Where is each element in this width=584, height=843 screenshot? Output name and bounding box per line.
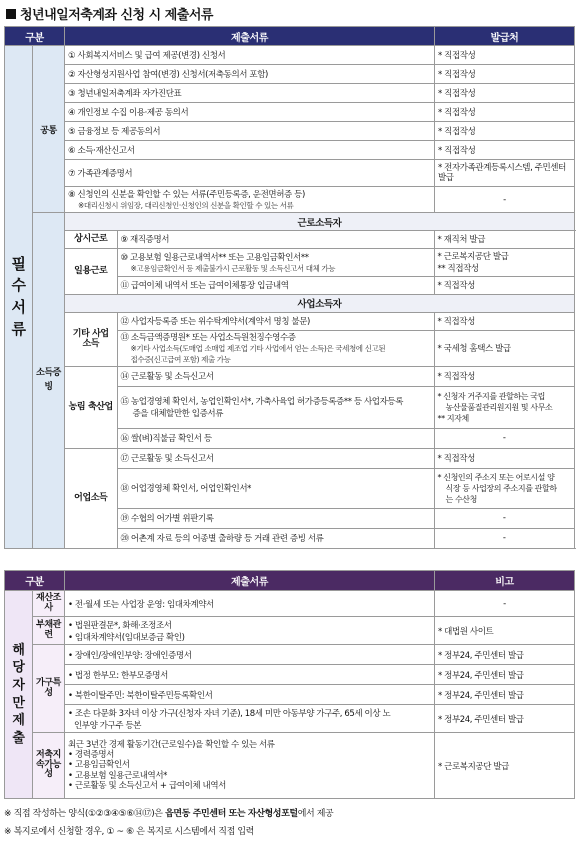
issuer-cell: * 전자가족관계등록시스템, 주민센터 발급 [435, 160, 575, 187]
issuer-cell: - [434, 508, 574, 528]
footnote-1: ※ 직접 작성하는 양식(①②③④⑤⑥⑭⑰)은 읍면동 주민센터 또는 자산형성포털에서 제공 [4, 809, 334, 819]
doc-row: ⑩ 고용보험 일용근로내역서** 또는 고용임금확인서** ※고용임금확인서 등 제출불가시 근로활동 및 소득신고서 대체 가능 [117, 248, 434, 276]
note-cell: * 근로복지공단 발급 [435, 733, 575, 799]
doc-row: • 북한이탈주민: 북한이탈주민등록확인서 [65, 685, 435, 705]
header-docs: 제출서류 [65, 571, 435, 591]
footnote-2: ※ 복지로에서 신청할 경우, ① ~ ⑥ 은 복지로 시스템에서 직접 입력 [4, 827, 254, 837]
issuer-cell: * 직접작성 [435, 46, 575, 65]
note-cell: * 정부24, 주민센터 발급 [435, 705, 575, 733]
doc-row: ⑫ 사업자등록증 또는 위수탁계약서(계약서 명칭 불문) [117, 312, 434, 330]
doc-row: • 장애인/장애인부양: 장애인증명서 [65, 645, 435, 665]
issuer-cell: * 재직처 발급 [434, 231, 574, 248]
doc-row: ⑪ 급여이체 내역서 또는 급여이체통장 입금내역 [117, 276, 434, 294]
required-docs-table [4, 26, 575, 549]
doc-row: ⑳ 어촌계 자료 등의 어종별 출하량 등 거래 관련 증빙 서류 [117, 528, 434, 548]
header-issuer: 발급처 [435, 27, 575, 46]
doc-row: • 법정 한부모: 한부모증명서 [65, 665, 435, 685]
doc-row: ⑭ 근로활동 및 소득신고서 [117, 366, 434, 386]
doc-row: ⑬ 소득금액증명원* 또는 사업소득원천징수영수증 ※기타 사업소득(도매업 소매업 제조업 기타 사업에서 얻는 소득)은 국세청에 신고된 접수증(신고급여 포함) 제출 가능 [117, 330, 434, 366]
issuer-cell: * 직접작성 [434, 448, 574, 468]
doc-row: • 전·월세 또는 사업장 운영: 임대차계약서 [65, 591, 435, 617]
issuer-cell: * 직접작성 [434, 276, 574, 294]
issuer-cell: * 직접작성 [435, 141, 575, 160]
issuer-cell: * 국세청 홈택스 발급 [434, 330, 574, 366]
header-note: 비고 [435, 571, 575, 591]
optional-docs-table [4, 570, 575, 799]
doc-row: • 조손 다문화 3자녀 이상 가구(신청자 자녀 기준), 18세 미만 아동부양 가구주, 65세 이상 노 인부양 가구주 등본 [65, 705, 435, 733]
doc-row: ⑨ 재직증명서 [117, 231, 434, 248]
issuer-cell: * 직접작성 [435, 103, 575, 122]
cat-debt: 부채관련 [33, 617, 65, 645]
doc-row: ② 자산형성지원사업 참여(변경) 신청서(저축동의서 포함) [65, 65, 435, 84]
issuer-cell: * 직접작성 [435, 122, 575, 141]
issuer-cell: * 직접작성 [434, 366, 574, 386]
note-cell: * 정부24, 주민센터 발급 [435, 645, 575, 665]
cat-income: 소득증빙 [33, 213, 65, 549]
cat-other-biz: 기타 사업 소득 [65, 312, 117, 366]
doc-row: ④ 개인정보 수집 이용·제공 동의서 [65, 103, 435, 122]
cat-farm: 농림 축산업 [65, 366, 117, 448]
note-cell: - [435, 591, 575, 617]
header-docs: 제출서류 [65, 27, 435, 46]
cat-common: 공통 [33, 46, 65, 213]
header-gubun: 구분 [5, 571, 65, 591]
doc-row: ⑮ 농업경영체 확인서, 농업인확인서*, 가축사육업 허가증등록증** 등 사업자등록 증을 대체할만한 입증서류 [117, 386, 434, 428]
section-optional: 해당자만 제출 [5, 591, 33, 799]
cat-household: 가구특성 [33, 645, 65, 733]
cat-daily: 일용근로 [65, 248, 117, 294]
doc-row: • 법원판결문*, 화해·조정조서 • 임대차계약서(임대보증금 확인) [65, 617, 435, 645]
doc-row: ⑲ 수협의 어가별 위판기록 [117, 508, 434, 528]
issuer-cell: * 신청인의 주소지 또는 어로시설 양 식장 등 사업장의 주소지를 관할하 는 수산청 [434, 468, 574, 508]
note-cell: * 정부24, 주민센터 발급 [435, 685, 575, 705]
cat-savings: 저축지속가능성 [33, 733, 65, 799]
doc-row: ⑯ 쌀(벼)직불금 확인서 등 [117, 428, 434, 448]
cat-regular: 상시근로 [65, 231, 117, 248]
doc-row: ⑥ 소득·재산신고서 [65, 141, 435, 160]
square-bullet-icon [6, 9, 16, 19]
biz-header: 사업소득자 [65, 294, 574, 312]
header-gubun: 구분 [5, 27, 65, 46]
issuer-cell: - [435, 187, 575, 213]
issuer-cell: * 직접작성 [434, 312, 574, 330]
issuer-cell: * 직접작성 [435, 65, 575, 84]
doc-row: ⑱ 어업경영체 확인서, 어업인확인서* [117, 468, 434, 508]
doc-row: 최근 3년간 경제 활동기간(근로일수)을 확인할 수 있는 서류 • 경력증명서 • 고용임금확인서 • 고용보험 일용근로내역서* • 근로활동 및 소득신고서 + 급여이체 내역서 [65, 733, 435, 799]
doc-row: ① 사회복지서비스 및 급여 제공(변경) 신청서 [65, 46, 435, 65]
note-cell: * 정부24, 주민센터 발급 [435, 665, 575, 685]
doc-row: ⑦ 가족관계증명서 [65, 160, 435, 187]
issuer-cell: * 신청자 거주지를 관할하는 국립 농산물품질관리원지원 및 사무소 ** 지자체 [434, 386, 574, 428]
issuer-cell: - [434, 428, 574, 448]
note-cell: * 대법원 사이트 [435, 617, 575, 645]
cat-property: 재산조사 [33, 591, 65, 617]
issuer-cell: * 근로복지공단 발급 ** 직접작성 [434, 248, 574, 276]
issuer-cell: - [434, 528, 574, 548]
earned-header: 근로소득자 [65, 213, 575, 231]
issuer-cell: * 직접작성 [435, 84, 575, 103]
page-title: 청년내일저축계좌 신청 시 제출서류 [6, 4, 213, 23]
doc-row: ⑤ 금융정보 등 제공동의서 [65, 122, 435, 141]
doc-row: ⑧ 신청인의 신분을 확인할 수 있는 서류(주민등록증, 운전면허증 등) ※대리신청시 위임장, 대리신청인·신청인의 신분을 확인할 수 있는 서류 [65, 187, 435, 213]
doc-row: ⑰ 근로활동 및 소득신고서 [117, 448, 434, 468]
section-required: 필수서류 [5, 46, 33, 549]
doc-row: ③ 청년내일저축계좌 자가진단표 [65, 84, 435, 103]
cat-fish: 어업소득 [65, 448, 117, 548]
